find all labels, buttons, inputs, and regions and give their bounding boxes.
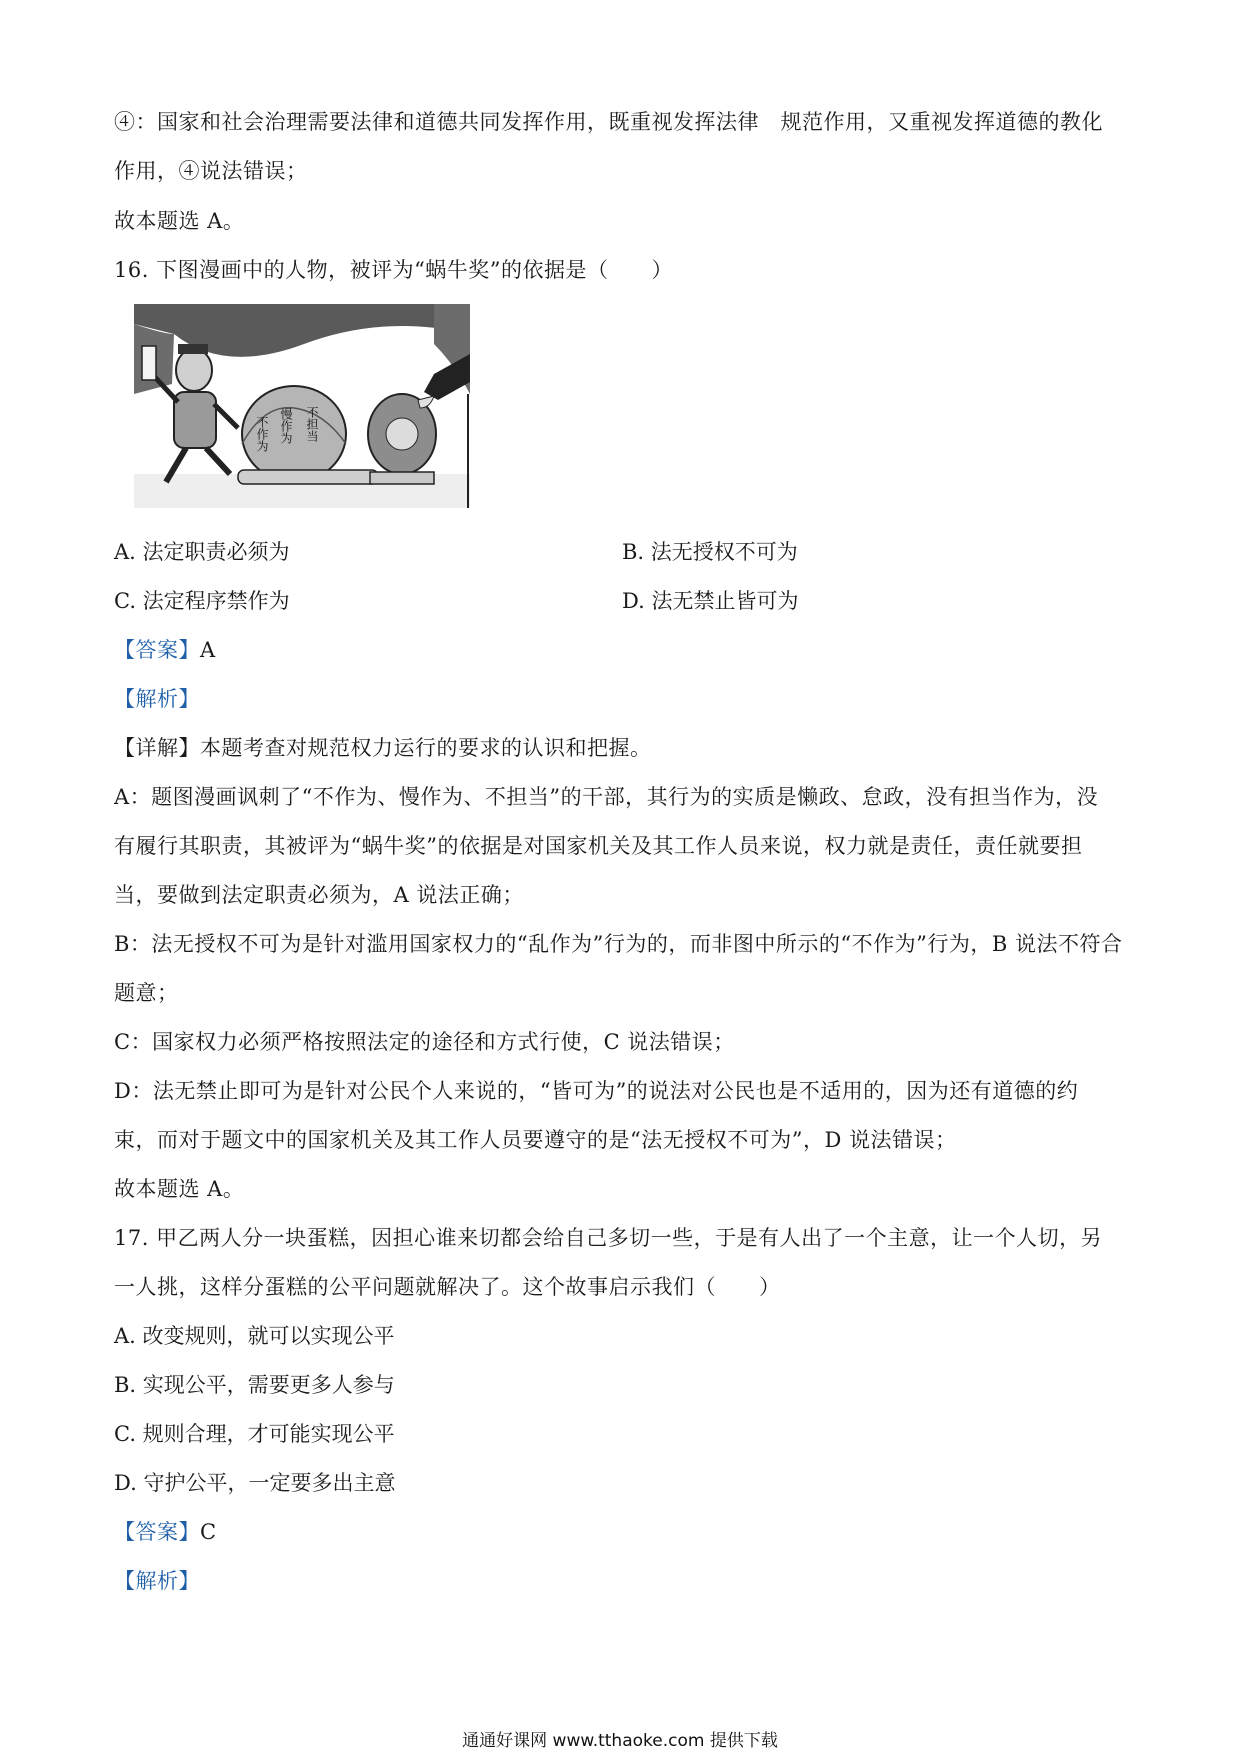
text-line: D：法无禁止即可为是针对公民个人来说的，“皆可为”的说法对公民也是不适用的，因为还有道德的约 xyxy=(114,1079,1079,1103)
detail-tag: 【详解】 xyxy=(114,736,200,760)
text-line: 有履行其职责，其被评为“蜗牛奖”的依据是对国家机关及其工作人员来说，权力就是责任，责任就要担 xyxy=(114,834,1083,858)
q16-detail xyxy=(114,732,652,762)
shell-label: 不作为 xyxy=(255,416,269,452)
text-line: 作用，④说法错误； xyxy=(114,159,308,183)
q17-option-b: B. 实现公平，需要更多人参与 xyxy=(114,1373,395,1397)
text-line: 故本题选 A。 xyxy=(114,209,245,233)
text-line: C：国家权力必须严格按照法定的途径和方式行使，C 说法错误； xyxy=(114,1030,735,1054)
cartoon-drawing xyxy=(134,304,470,508)
q17-option-d: D. 守护公平，一定要多出主意 xyxy=(114,1471,396,1495)
text-line: ④：国家和社会治理需要法律和道德共同发挥作用，既重视发挥法律 规范作用，又重视发挥道德的教化 xyxy=(114,110,1103,134)
question-17-stem: 17. 甲乙两人分一块蛋糕，因担心谁来切都会给自己多切一些，于是有人出了一个主意，让一个人切，另 xyxy=(114,1226,1103,1250)
q17-option-a: A. 改变规则，就可以实现公平 xyxy=(114,1324,395,1348)
question-17-stem: 一人挑，这样分蛋糕的公平问题就解决了。这个故事启示我们（ ） xyxy=(114,1275,781,1299)
text-line: A：题图漫画讽刺了“不作为、慢作为、不担当”的干部，其行为的实质是懒政、怠政，没有担当作为，没 xyxy=(114,785,1099,809)
q16-answer xyxy=(114,634,216,664)
q16-option-c: C. 法定程序禁作为 xyxy=(114,589,290,613)
page-footer: 通通好课网 www.tthaoke.com 提供下载 xyxy=(462,1731,778,1751)
answer-tag: 【答案】 xyxy=(114,1520,200,1544)
answer-tag: 【答案】 xyxy=(114,638,200,662)
shell-label: 慢作为 xyxy=(279,408,293,444)
q16-option-a: A. 法定职责必须为 xyxy=(114,540,290,564)
answer-value: C xyxy=(200,1520,217,1544)
q17-analysis-tag xyxy=(114,1565,200,1595)
q17-option-c: C. 规则合理，才可能实现公平 xyxy=(114,1422,395,1446)
answer-value: A xyxy=(200,638,216,662)
q17-answer xyxy=(114,1516,217,1546)
text-line: 束，而对于题文中的国家机关及其工作人员要遵守的是“法无授权不可为”，D 说法错误； xyxy=(114,1128,957,1152)
question-16-stem: 16. 下图漫画中的人物，被评为“蜗牛奖”的依据是（ ） xyxy=(114,258,674,282)
text-line: 当，要做到法定职责必须为，A 说法正确； xyxy=(114,883,524,907)
detail-text: 本题考查对规范权力运行的要求的认识和把握。 xyxy=(200,736,652,760)
q16-option-d: D. 法无禁止皆可为 xyxy=(622,589,799,613)
text-line: 题意； xyxy=(114,981,179,1005)
cartoon-illustration xyxy=(134,304,470,508)
q16-option-b: B. 法无授权不可为 xyxy=(622,540,798,564)
text-line: 故本题选 A。 xyxy=(114,1177,245,1201)
analysis-tag: 【解析】 xyxy=(114,1569,200,1593)
analysis-tag: 【解析】 xyxy=(114,687,200,711)
text-line: B：法无授权不可为是针对滥用国家权力的“乱作为”行为的，而非图中所示的“不作为”行为，B 说法不符合 xyxy=(114,932,1123,956)
shell-label: 不担当 xyxy=(305,406,319,442)
q16-analysis-tag xyxy=(114,683,200,713)
